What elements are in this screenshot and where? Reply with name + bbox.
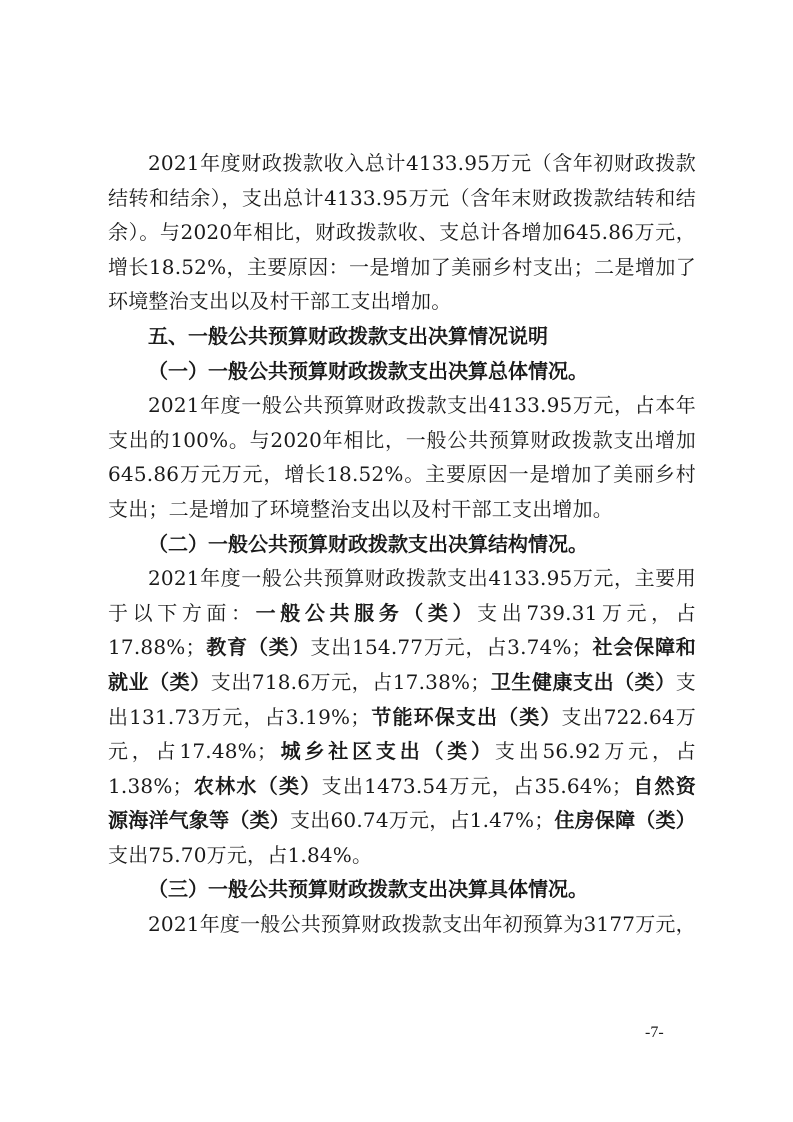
category-general-public-services: 一般公共服务（类）: [255, 600, 478, 625]
category-natural-resources: 自然资源海洋气象等（类）: [108, 773, 696, 833]
category-agriculture: 农林水（类）: [192, 773, 322, 798]
subsection-heading-2: （二）一般公共预算财政拨款支出决算结构情况。: [148, 531, 588, 556]
subsection-heading-1: （一）一般公共预算财政拨款支出决算总体情况。: [148, 358, 588, 383]
category-housing: 住房保障（类）: [554, 808, 696, 833]
category-amount: 支出131.73万元，占3.19%；: [108, 669, 696, 729]
category-amount: 支出722.64万元，占17.48%；: [108, 704, 696, 764]
category-amount: 支出718.6万元，占17.38%；: [210, 669, 491, 694]
subsection-heading-3: （三）一般公共预算财政拨款支出决算具体情况。: [148, 877, 588, 902]
document-body: [108, 146, 696, 942]
category-environmental: 节能环保支出（类）: [370, 704, 562, 729]
category-education: 教育（类）: [205, 635, 311, 660]
category-amount: 支出1473.54万元，占35.64%；: [321, 773, 633, 798]
structure-intro: 2021年度一般公共预算财政拨款支出4133.95万元，主要用于以下方面：: [108, 566, 696, 625]
section-heading-5: 五、一般公共预算财政拨款支出决算情况说明: [148, 323, 548, 348]
category-amount: 支出739.31万元，占17.88%；: [108, 600, 696, 660]
page-number: -7-: [645, 1024, 664, 1041]
category-amount: 支出154.77万元，占3.74%；: [310, 635, 592, 660]
category-amount: 支出75.70万元，占1.84%。: [108, 842, 373, 867]
paragraph-revenue-summary: 2021年度财政拨款收入总计4133.95万元（含年初财政拨款结转和结余），支出总计4133.95万元（含年末财政拨款结转和结余）。与2020年相比，财政拨款收、支总计各增加645.86万元，增长18.52%，主要原因：一是增加了美丽乡村支出；二是增加了环境整治支出以及村干部工支出增加。: [108, 151, 696, 314]
paragraph-specific: 2021年度一般公共预算财政拨款支出年初预算为3177万元，: [148, 912, 696, 937]
category-urban-rural: 城乡社区支出（类）: [277, 739, 495, 764]
paragraph-structure: [108, 561, 696, 872]
category-health: 卫生健康支出（类）: [490, 669, 676, 694]
category-amount: 支出56.92万元，占1.38%；: [108, 739, 696, 798]
category-social-security: 社会保障和就业（类）: [108, 635, 697, 694]
category-amount: 支出60.74万元，占1.47%；: [290, 808, 555, 833]
paragraph-overall: 2021年度一般公共预算财政拨款支出4133.95万元，占本年支出的100%。与2020年相比，一般公共预算财政拨款支出增加645.86万元万元，增长18.52%。主要原因一是增加了美丽乡村支出；二是增加了环境整治支出以及村干部工支出增加。: [108, 393, 696, 521]
